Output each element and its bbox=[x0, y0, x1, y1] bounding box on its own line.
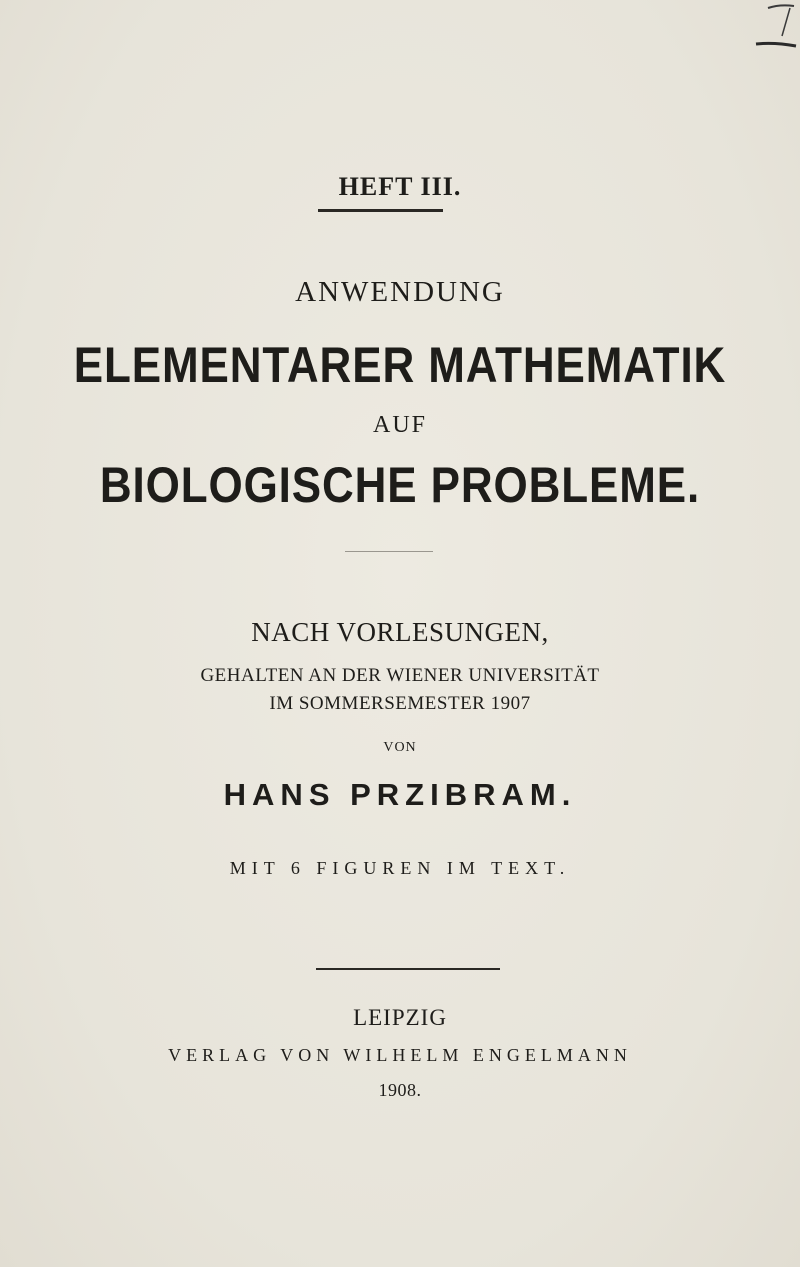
pencil-mark-icon bbox=[750, 2, 798, 80]
subtitle-nach-vorlesungen: NACH VORLESUNGEN, bbox=[251, 617, 549, 647]
author-name: HANS PRZIBRAM. bbox=[223, 777, 577, 812]
heft-underline bbox=[318, 209, 443, 212]
figures-note: MIT 6 FIGUREN IM TEXT. bbox=[229, 858, 571, 878]
by-label: VON bbox=[383, 740, 417, 755]
subtitle-sommersemester: IM SOMMERSEMESTER 1907 bbox=[269, 693, 531, 714]
title-line-anwendung: ANWENDUNG bbox=[295, 276, 505, 308]
section-divider bbox=[345, 551, 433, 552]
heft-label: HEFT III. bbox=[338, 172, 462, 201]
publication-place: LEIPZIG bbox=[353, 1005, 447, 1030]
publisher-divider bbox=[316, 968, 500, 970]
title-line-auf: AUF bbox=[372, 412, 427, 438]
title-line-biologische-probleme: BIOLOGISCHE PROBLEME. bbox=[99, 457, 701, 513]
subtitle-gehalten: GEHALTEN AN DER WIENER UNIVERSITÄT bbox=[200, 665, 600, 686]
publisher-name: VERLAG VON WILHELM ENGELMANN bbox=[168, 1045, 632, 1065]
title-line-elementarer-mathematik: ELEMENTARER MATHEMATIK bbox=[73, 337, 727, 393]
publication-year: 1908. bbox=[378, 1080, 422, 1100]
